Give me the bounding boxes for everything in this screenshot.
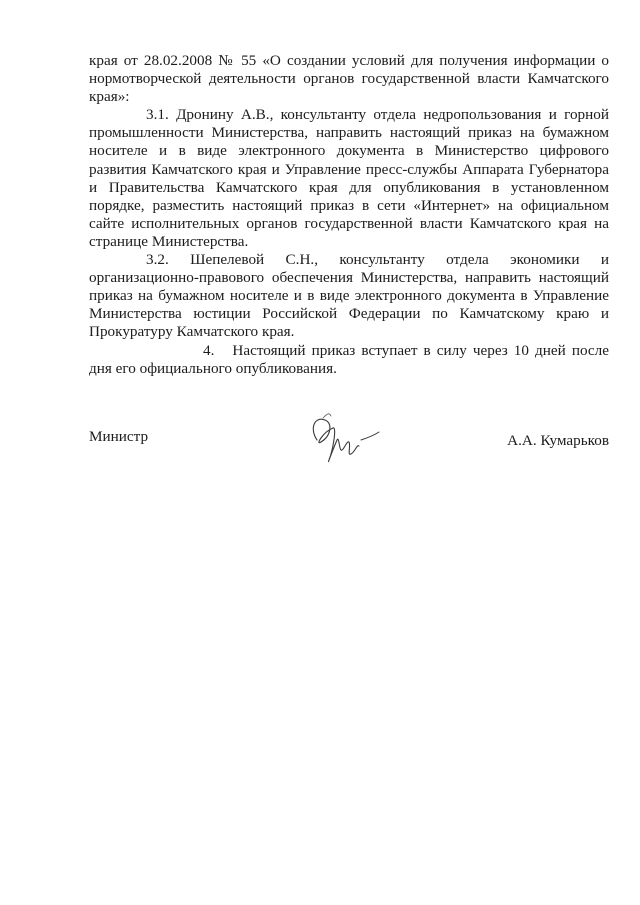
item-4-text: Настоящий приказ вступает в силу через 10 дней после дня его официального опубликования. xyxy=(89,341,609,377)
item-3-2-paragraph: 3.2. Шепелевой С.Н., консультанту отдела экономики и организационно-правового обеспечения Министерства, направить настоящий приказ на бумажном носителе и в виде электронного документа в Управление Министерства юстиции Российской Федерации по Камчатскому краю и Прокуратуру Камчатского края. xyxy=(89,251,609,341)
signatory-name: А.А. Кумарьков xyxy=(507,432,609,449)
signatory-title: Министр xyxy=(89,428,149,445)
document-body xyxy=(89,52,609,378)
handwritten-signature xyxy=(303,410,393,472)
item-4-paragraph xyxy=(89,342,609,378)
intro-paragraph: края от 28.02.2008 № 55 «О создании условий для получения информации о нормотворческой деятельности органов государственной власти Камчатского края»: xyxy=(89,52,609,106)
item-4-number: 4. xyxy=(203,341,215,359)
signature-row xyxy=(89,424,609,484)
item-3-1-paragraph: 3.1. Дронину А.В., консультанту отдела недропользования и горной промышленности Министерства, направить настоящий приказ на бумажном носителе и в виде электронного документа в Министерство цифрового развития Камчатского края и Управление пресс-службы Аппарата Губернатора и Правительства Камчатского края для опубликования в установленном порядке, разместить настоящий приказ в сети «Интернет» на официальном сайте исполнительных органов государственной власти Камчатского края на странице Министерства. xyxy=(89,106,609,250)
